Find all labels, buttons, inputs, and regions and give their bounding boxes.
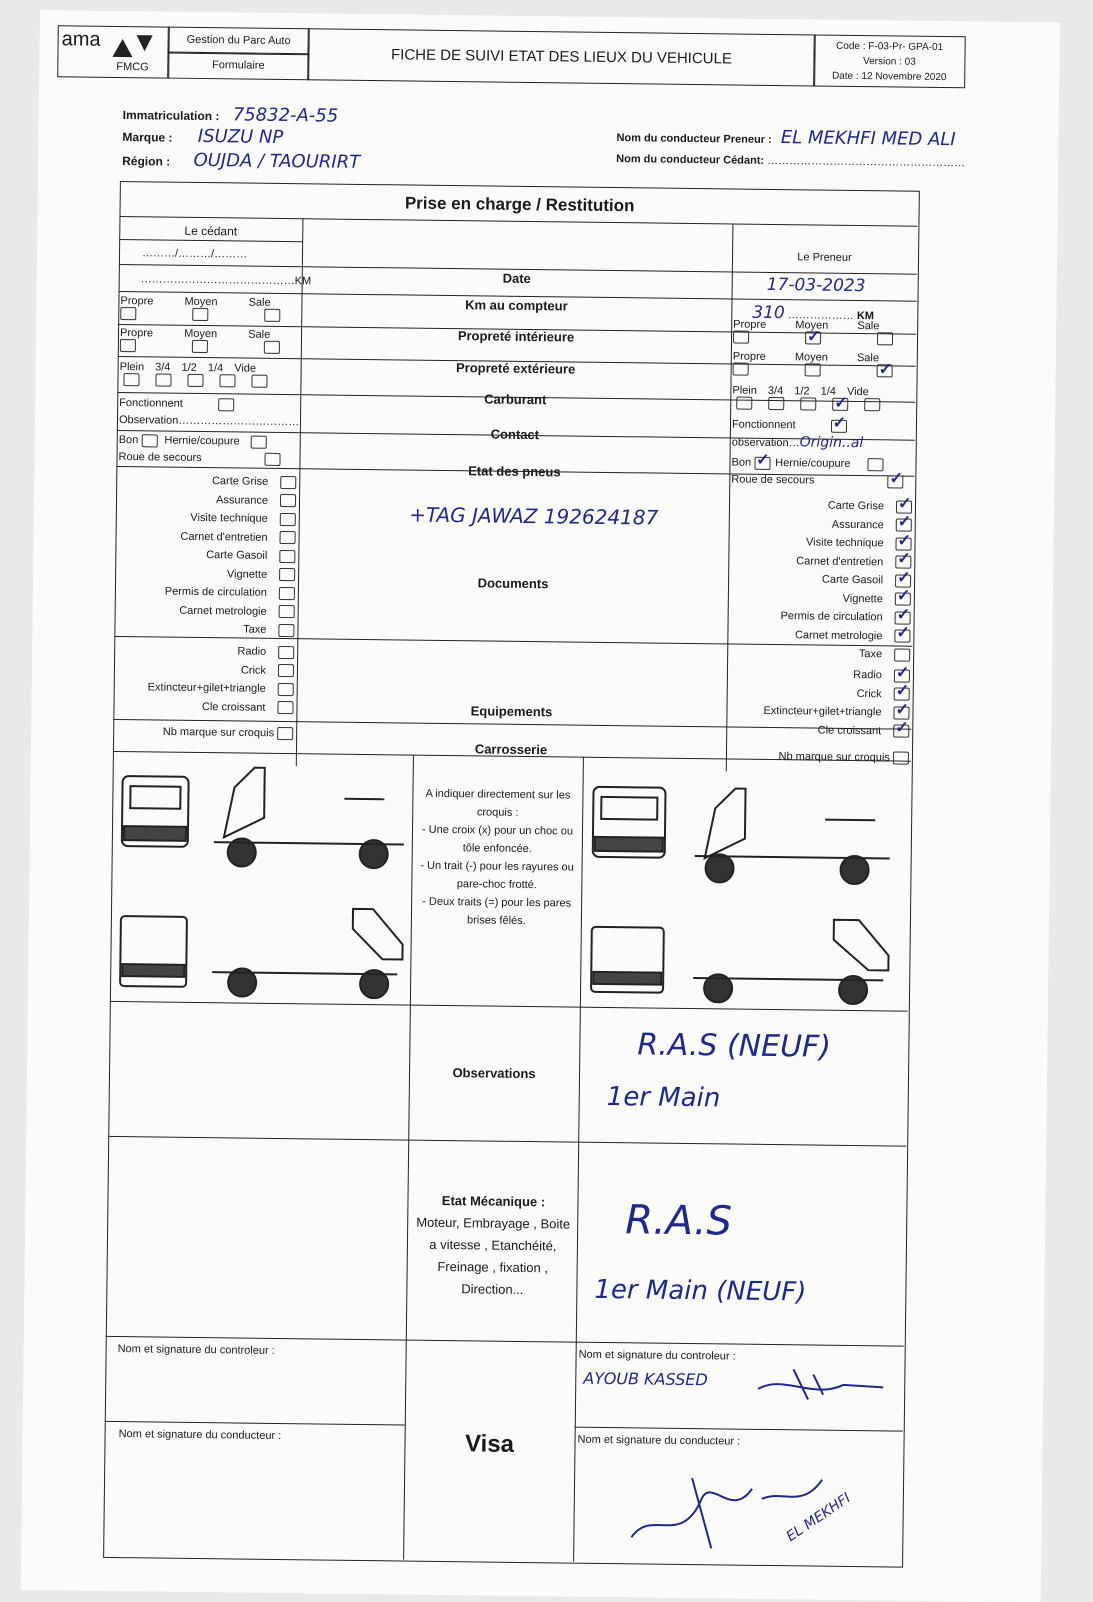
preneur-doc-item bbox=[733, 588, 911, 609]
preneur-doc-checkbox[interactable] bbox=[896, 519, 912, 532]
region-value: OUJDA / TAOURIRT bbox=[193, 150, 360, 173]
preneur-value: EL MEKHFI MED ALI bbox=[781, 127, 956, 150]
logo-sub: FMCG bbox=[116, 61, 149, 73]
preneur-equip-label: Extincteur+gilet+triangle bbox=[763, 705, 881, 718]
cedant-doc-checkbox[interactable] bbox=[280, 513, 296, 526]
form-page bbox=[21, 10, 1060, 1602]
cedant-prop-int: Propre Moyen Sale bbox=[120, 295, 300, 322]
preneur-doc-item bbox=[733, 533, 911, 554]
cedant-doc-checkbox[interactable] bbox=[279, 531, 295, 544]
cedant-doc-item bbox=[123, 582, 295, 603]
row-date: Date bbox=[302, 268, 732, 288]
cedant-equip-checkbox[interactable] bbox=[278, 683, 294, 696]
conducteur-name: EL MEKHFI bbox=[784, 1490, 854, 1545]
cedant-doc-checkbox[interactable] bbox=[280, 476, 296, 489]
cedant-equip-label: Radio bbox=[237, 645, 266, 657]
vehicle-sketch-right bbox=[583, 777, 906, 1006]
preneur-equip-label: Radio bbox=[853, 669, 882, 681]
preneur-equip-item bbox=[732, 665, 910, 686]
cedant-doc-item bbox=[123, 601, 295, 622]
row-carburant: Carburant bbox=[300, 389, 730, 409]
cedant-doc-checkbox[interactable] bbox=[279, 587, 295, 600]
preneur-equip-label: Cle croissant bbox=[818, 724, 882, 737]
row-documents: Documents bbox=[298, 573, 728, 593]
cedant-label: Nom du conducteur Cédant: bbox=[616, 153, 764, 167]
cedant-doc-item bbox=[124, 471, 296, 492]
cedant-doc-label: Carte Gasoil bbox=[206, 549, 267, 562]
preneur-doc-item bbox=[732, 644, 910, 665]
cedant-equip-label: Cle croissant bbox=[202, 701, 266, 714]
logo-text: ama bbox=[61, 28, 100, 51]
preneur-header: Le Preneur bbox=[732, 250, 917, 264]
code-box bbox=[813, 34, 966, 88]
controleur-signature bbox=[753, 1364, 893, 1406]
cedant-doc-label: Assurance bbox=[216, 494, 268, 507]
instruction-line: A indiquer directement sur les croquis : bbox=[415, 785, 580, 823]
cedant-header: Le cédant bbox=[119, 223, 302, 239]
preneur-date: 17-03-2023 bbox=[767, 275, 866, 296]
cedant-doc-item bbox=[122, 619, 294, 640]
instruction-line: - Deux traits (=) pour les pares brises fêlés. bbox=[414, 893, 579, 931]
preneur-doc-checkbox[interactable] bbox=[895, 611, 911, 624]
cedant-equip-label: Extincteur+gilet+triangle bbox=[148, 681, 266, 694]
preneur-doc-item bbox=[733, 551, 911, 572]
dept-label: Gestion du Parc Auto bbox=[187, 34, 291, 47]
marque-value: ISUZU NP bbox=[198, 126, 284, 148]
logo-icon bbox=[108, 31, 164, 62]
marque-label: Marque : bbox=[122, 130, 172, 145]
cedant-doc-checkbox[interactable] bbox=[279, 550, 295, 563]
cedant-equip-item bbox=[122, 641, 294, 662]
vehicle-sketch-left bbox=[112, 756, 411, 1000]
cedant-doc-checkbox[interactable] bbox=[279, 605, 295, 618]
region-label: Région : bbox=[122, 154, 170, 169]
row-contact: Contact bbox=[300, 424, 730, 444]
form-date: Date : 12 Novembre 2020 bbox=[814, 68, 964, 85]
cedant-doc-item bbox=[124, 508, 296, 529]
logo-box bbox=[57, 25, 170, 78]
title-box bbox=[307, 28, 816, 86]
preneur-equip-checkbox[interactable] bbox=[894, 688, 910, 701]
preneur-equip-item bbox=[732, 683, 910, 704]
cedant-prop-ext: Propre Moyen Sale bbox=[120, 327, 300, 354]
row-carrosserie: Carrosserie bbox=[296, 739, 726, 759]
cedant-doc-item bbox=[123, 564, 295, 585]
cedant-equip-label: Crick bbox=[241, 664, 266, 676]
preneur-carburant: Plein 3/4 1/2 1/4 Vide ✓ bbox=[732, 384, 912, 411]
cedant-equip-item bbox=[121, 697, 293, 718]
right-conducteur-label: Nom et signature du conducteur : bbox=[578, 1434, 741, 1448]
preneur-equip-label: Crick bbox=[857, 688, 882, 700]
immat-label: Immatriculation : bbox=[123, 108, 220, 123]
mecanique-line1: R.A.S bbox=[625, 1197, 732, 1244]
row-prop-ext: Propreté extérieure bbox=[301, 358, 731, 378]
preneur-doc-label: Vignette bbox=[843, 592, 883, 604]
preneur-doc-item bbox=[733, 570, 911, 591]
preneur-doc-checkbox[interactable] bbox=[896, 500, 912, 513]
preneur-doc-label: Carnet d'entretien bbox=[796, 555, 883, 568]
cedant-pneus: Bon Hernie/coupure Roue de secours bbox=[118, 432, 298, 468]
cedant-doc-item bbox=[123, 545, 295, 566]
preneur-doc-label: Carte Gasoil bbox=[822, 574, 883, 587]
immat-row bbox=[123, 103, 339, 127]
preneur-doc-item bbox=[733, 607, 911, 628]
documents-note: +TAG JAWAZ 192624187 bbox=[334, 502, 734, 531]
preneur-doc-label: Permis de circulation bbox=[780, 610, 882, 623]
cedant-doc-label: Permis de circulation bbox=[165, 586, 267, 599]
preneur-doc-label: Carte Grise bbox=[828, 500, 884, 513]
left-controleur-label: Nom et signature du controleur : bbox=[118, 1343, 275, 1357]
preneur-doc-checkbox[interactable] bbox=[894, 630, 910, 643]
conducteur-signature bbox=[621, 1457, 842, 1560]
table-title: Prise en charge / Restitution bbox=[121, 190, 919, 220]
cedant-doc-label: Vignette bbox=[227, 568, 267, 580]
preneur-doc-checkbox[interactable] bbox=[895, 593, 911, 606]
form-version: Version : 03 bbox=[814, 53, 964, 70]
left-conducteur-label: Nom et signature du conducteur : bbox=[119, 1428, 282, 1442]
preneur-equip-item bbox=[731, 702, 909, 723]
preneur-row bbox=[616, 125, 955, 150]
cedant-equip-item bbox=[122, 660, 294, 681]
row-km: Km au compteur bbox=[301, 295, 731, 315]
preneur-prop-int: Propre Moyen Sale ✓ bbox=[733, 318, 913, 345]
cedant-contact: Fonctionnent Observation…………………………… bbox=[119, 395, 299, 431]
mecanique-line2: 1er Main (NEUF) bbox=[594, 1275, 806, 1308]
cedant-doc-label: Visite technique bbox=[190, 512, 268, 525]
cedant-equip-checkbox[interactable] bbox=[277, 701, 293, 714]
row-pneus: Etat des pneus bbox=[299, 461, 729, 481]
cedant-date: ………/………/……… bbox=[142, 247, 247, 260]
preneur-doc-item bbox=[734, 496, 912, 517]
row-equipements: Equipements bbox=[296, 701, 726, 721]
preneur-pneus: Bon ✓ Hernie/coupure Roue de secours ✓ bbox=[731, 454, 911, 490]
preneur-doc-label: Carnet metrologie bbox=[795, 629, 883, 642]
right-controleur-label: Nom et signature du controleur : bbox=[579, 1349, 736, 1363]
cedant-doc-checkbox[interactable] bbox=[278, 624, 294, 637]
instruction-line: - Une croix (x) pour un choc ou tôle enfoncée. bbox=[415, 821, 580, 859]
preneur-equip-checkbox[interactable] bbox=[894, 669, 910, 682]
form-title: FICHE DE SUIVI ETAT DES LIEUX DU VEHICULE bbox=[391, 46, 732, 67]
form-code: Code : F-03-Pr- GPA-01 bbox=[815, 38, 965, 55]
preneur-km: 310 ……………… KM bbox=[752, 303, 874, 324]
region-row bbox=[122, 149, 360, 173]
preneur-doc-checkbox[interactable] bbox=[895, 556, 911, 569]
cedant-documents bbox=[122, 471, 296, 640]
form-type-label: Formulaire bbox=[212, 59, 265, 72]
mecanique-block bbox=[412, 1190, 573, 1302]
preneur-equip-checkbox[interactable] bbox=[893, 725, 909, 738]
cedant-equip-checkbox[interactable] bbox=[278, 664, 294, 677]
cedant-equip-item bbox=[122, 678, 294, 699]
cedant-carburant: Plein 3/4 1/2 1/4 Vide bbox=[119, 361, 299, 388]
cedant-doc-item bbox=[124, 490, 296, 511]
marque-row bbox=[122, 125, 283, 148]
preneur-doc-checkbox[interactable] bbox=[895, 574, 911, 587]
preneur-doc-checkbox[interactable] bbox=[894, 648, 910, 661]
cedant-doc-label: Taxe bbox=[243, 624, 266, 636]
cedant-doc-checkbox[interactable] bbox=[279, 568, 295, 581]
cedant-doc-item bbox=[123, 527, 295, 548]
immat-value: 75832-A-55 bbox=[233, 104, 339, 126]
instruction-line: - Un trait (-) pour les rayures ou pare-choc frotté. bbox=[414, 857, 579, 895]
cedant-doc-checkbox[interactable] bbox=[280, 494, 296, 507]
cedant-doc-label: Carnet metrologie bbox=[179, 604, 267, 617]
preneur-documents bbox=[732, 496, 912, 665]
controleur-name: AYOUB KASSED bbox=[583, 1369, 708, 1390]
cedant-row: Nom du conducteur Cédant: ……………………………………………… bbox=[616, 153, 965, 169]
form-type-box bbox=[167, 52, 309, 81]
cedant-equip-checkbox[interactable] bbox=[278, 646, 294, 659]
croquis-instructions bbox=[414, 785, 581, 931]
cedant-km: ……………………………………KM bbox=[141, 273, 312, 287]
preneur-doc-item bbox=[732, 625, 910, 646]
preneur-equip-item bbox=[731, 720, 909, 741]
cedant-nb-marque: Nb marque sur croquis bbox=[121, 725, 293, 740]
mecanique-detail: Moteur, Embrayage , Boite a vitesse , Etanchéité, Freinage , fixation , Direction... bbox=[412, 1212, 573, 1302]
preneur-doc-label: Taxe bbox=[859, 648, 882, 660]
preneur-doc-label: Visite technique bbox=[806, 536, 884, 549]
mecanique-label: Etat Mécanique : bbox=[413, 1190, 573, 1214]
visa-label: Visa bbox=[404, 1430, 574, 1460]
preneur-label: Nom du conducteur Preneur : bbox=[616, 132, 771, 146]
preneur-equipements bbox=[731, 665, 910, 741]
cedant-doc-label: Carte Grise bbox=[212, 475, 268, 488]
observations-label: Observations bbox=[409, 1065, 579, 1082]
preneur-equip-checkbox[interactable] bbox=[893, 706, 909, 719]
preneur-nb-marque: Nb marque sur croquis bbox=[731, 749, 909, 764]
preneur-doc-label: Assurance bbox=[832, 518, 884, 531]
cedant-equipements bbox=[121, 641, 294, 717]
preneur-contact: Fonctionnent ✓ observation…Origin..al bbox=[732, 416, 912, 453]
preneur-doc-item bbox=[734, 514, 912, 535]
observations-line1: R.A.S (NEUF) bbox=[637, 1027, 831, 1064]
observations-line2: 1er Main bbox=[607, 1082, 721, 1113]
preneur-doc-checkbox[interactable] bbox=[895, 537, 911, 550]
row-prop-int: Propreté intérieure bbox=[301, 326, 731, 346]
preneur-prop-ext: Propre Moyen Sale ✓ bbox=[733, 350, 913, 377]
cedant-doc-label: Carnet d'entretien bbox=[180, 530, 267, 543]
